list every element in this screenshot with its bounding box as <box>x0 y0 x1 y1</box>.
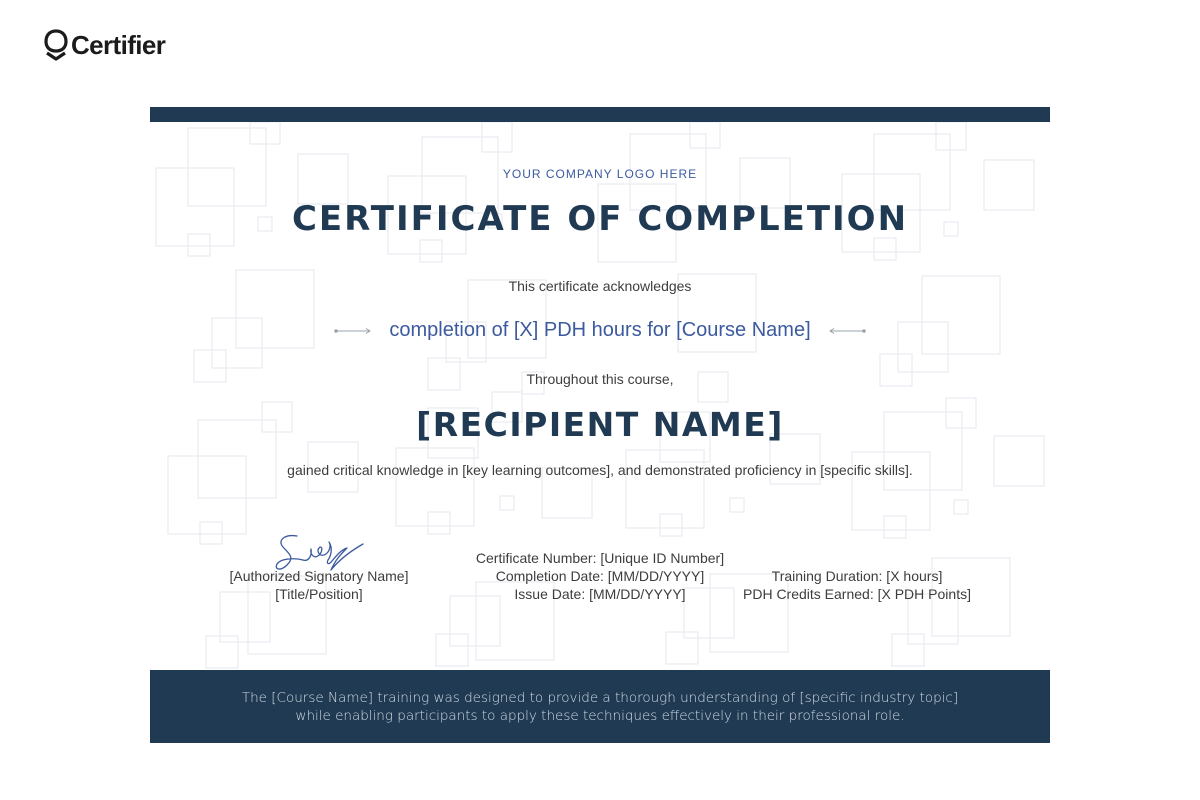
recipient-name: [RECIPIENT NAME] <box>416 405 784 444</box>
training-duration: Training Duration: [X hours] <box>771 568 943 584</box>
certifier-logo-icon <box>44 29 68 61</box>
left-arrow-ornament-icon <box>333 327 373 335</box>
certificate-details-block <box>440 549 760 603</box>
certificate-title: CERTIFICATE OF COMPLETION <box>291 199 909 239</box>
issue-date: Issue Date: [MM/DD/YYYY] <box>514 586 686 602</box>
signatory-block <box>210 567 428 603</box>
signatory-title: [Title/Position] <box>275 586 363 602</box>
brand-name: Certifier <box>71 29 166 60</box>
certificate-number: Certificate Number: [Unique ID Number] <box>475 550 725 566</box>
pdh-credits: PDH Credits Earned: [X PDH Points] <box>743 586 971 602</box>
footer-band <box>150 670 1050 743</box>
training-details-block <box>722 567 992 603</box>
certificate <box>150 107 1050 743</box>
right-arrow-ornament-icon <box>827 327 867 335</box>
footer-line-2: while enabling participants to apply these techniques effectively in their professional role. <box>295 707 905 724</box>
brand-logo[interactable] <box>44 29 165 61</box>
gained-knowledge-text: gained critical knowledge in [key learning outcomes], and demonstrated proficiency in [specific skills]. <box>287 462 913 478</box>
certificate-top-bar <box>150 107 1050 122</box>
completion-line: completion of [X] PDH hours for [Course Name] <box>389 319 811 341</box>
throughout-text: Throughout this course, <box>526 371 674 387</box>
completion-date: Completion Date: [MM/DD/YYYY] <box>495 568 705 584</box>
acknowledges-text: This certificate acknowledges <box>508 278 692 294</box>
footer-line-1: The [Course Name] training was designed to provide a thorough understanding of [specific industry topic] <box>241 689 959 706</box>
company-logo-placeholder: YOUR COMPANY LOGO HERE <box>502 167 698 181</box>
signatory-name: [Authorized Signatory Name] <box>229 568 409 584</box>
completion-row <box>150 319 1050 342</box>
